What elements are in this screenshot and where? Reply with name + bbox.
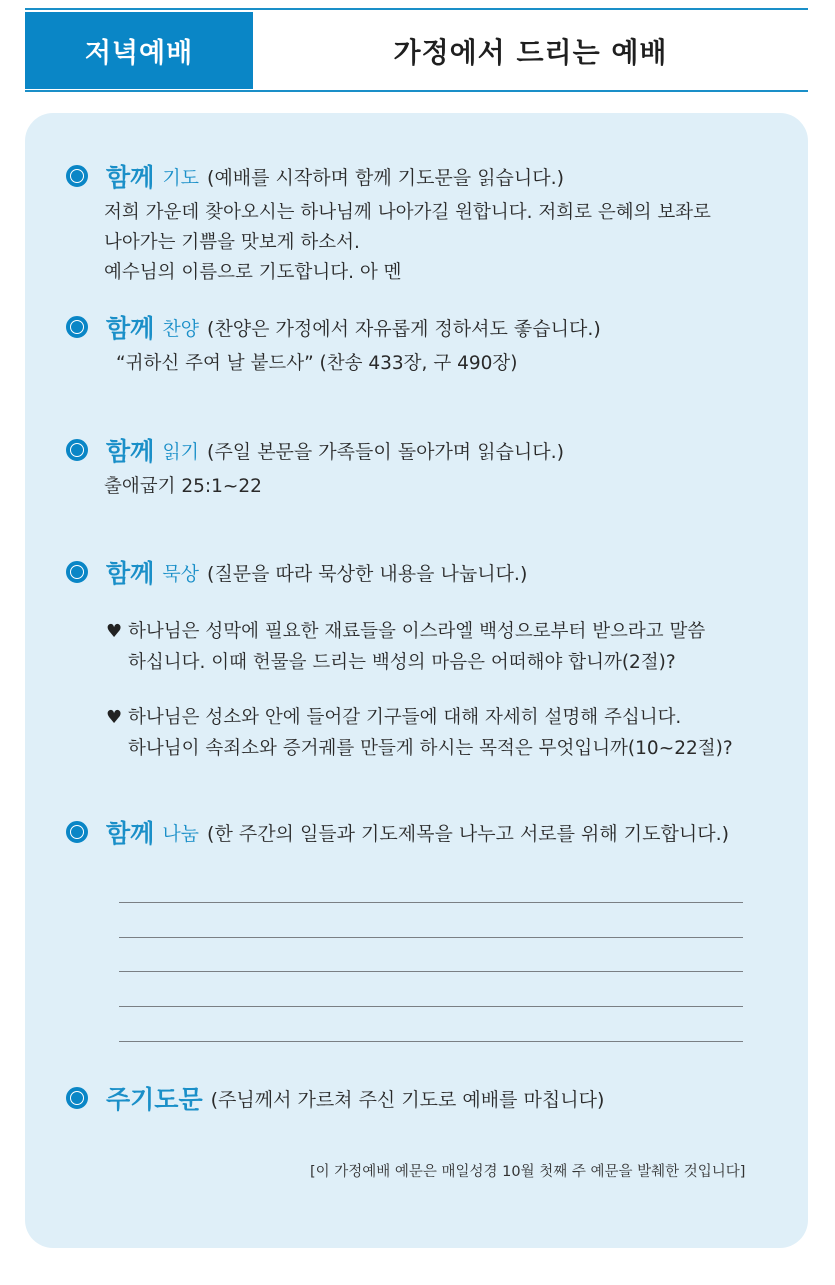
section-reading-heading <box>66 432 564 468</box>
heading-desc: (주일 본문을 가족들이 돌아가며 읽습니다.) <box>207 440 565 463</box>
prayer-line: 저희 가운데 찾아오시는 하나님께 나아가길 원합니다. 저희로 은혜의 보좌로 <box>104 202 711 223</box>
section-praise <box>66 309 601 379</box>
meditation-question <box>106 616 796 678</box>
target-bullet-icon <box>66 821 88 843</box>
writing-line[interactable] <box>119 1041 743 1042</box>
heart-icon: ♥ <box>106 621 123 642</box>
target-bullet-icon <box>66 561 88 583</box>
section-meditation-heading <box>66 554 527 590</box>
writing-line[interactable] <box>119 971 743 972</box>
target-bullet-icon <box>66 439 88 461</box>
heading-sub: 읽기 <box>162 440 200 463</box>
heading-main: 주기도문 <box>106 1085 203 1114</box>
heading-desc: (주님께서 가르쳐 주신 기도로 예배를 마칩니다) <box>210 1088 605 1111</box>
heading-desc: (찬양은 가정에서 자유롭게 정하셔도 좋습니다.) <box>207 317 601 340</box>
target-bullet-icon <box>66 316 88 338</box>
section-lords-prayer <box>66 1080 604 1116</box>
target-bullet-icon <box>66 1087 88 1109</box>
section-prayer-heading <box>66 158 711 194</box>
heading-main: 함께 <box>106 559 155 588</box>
section-lords-prayer-heading <box>66 1080 604 1116</box>
header-tab <box>25 12 253 89</box>
section-prayer <box>66 158 711 288</box>
heart-icon: ♥ <box>106 707 123 728</box>
header-tab-label: 저녁예배 <box>84 38 194 69</box>
page-title <box>253 12 808 89</box>
page-title-text: 가정에서 드리는 예배 <box>393 35 668 69</box>
writing-line[interactable] <box>119 937 743 938</box>
heading-desc: (한 주간의 일들과 기도제목을 나누고 서로를 위해 기도합니다.) <box>207 822 730 845</box>
heading-desc: (질문을 따라 묵상한 내용을 나눕니다.) <box>207 562 528 585</box>
question-line: 하나님은 성막에 필요한 재료들을 이스라엘 백성으로부터 받으라고 말씀 <box>128 621 706 642</box>
prayer-line: 나아가는 기쁨을 맛보게 하소서. <box>104 232 360 253</box>
heading-desc: (예배를 시작하며 함께 기도문을 읽습니다.) <box>207 166 565 189</box>
heading-sub: 나눔 <box>162 822 200 845</box>
heading-sub: 기도 <box>162 166 200 189</box>
header-bottom-rule <box>25 90 808 92</box>
section-sharing-heading <box>66 814 729 850</box>
heading-main: 함께 <box>106 437 155 466</box>
heading-sub: 찬양 <box>162 317 200 340</box>
question-line: 하나님이 속죄소와 증거궤를 만들게 하시는 목적은 무엇입니까(10~22절)? <box>128 738 733 759</box>
writing-line[interactable] <box>119 902 743 903</box>
heading-main: 함께 <box>106 163 155 192</box>
writing-line[interactable] <box>119 1006 743 1007</box>
praise-hymn: “귀하신 주여 날 붙드사” (찬송 433장, 구 490장) <box>116 353 518 374</box>
question-line: 하십니다. 이때 헌물을 드리는 백성의 마음은 어떠해야 합니까(2절)? <box>128 652 676 673</box>
prayer-text <box>104 198 711 288</box>
heading-main: 함께 <box>106 314 155 343</box>
section-praise-heading <box>66 309 601 345</box>
meditation-question <box>106 702 796 764</box>
heading-main: 함께 <box>106 819 155 848</box>
header-top-rule <box>25 8 808 10</box>
reading-passage: 출애굽기 25:1~22 <box>104 476 262 497</box>
source-note: [이 가정예배 예문은 매일성경 10월 첫째 주 예문을 발췌한 것입니다] <box>310 1164 746 1180</box>
section-meditation <box>66 554 527 590</box>
heading-sub: 묵상 <box>162 562 200 585</box>
section-sharing <box>66 814 729 850</box>
target-bullet-icon <box>66 165 88 187</box>
prayer-line: 예수님의 이름으로 기도합니다. 아 멘 <box>104 262 402 283</box>
section-reading <box>66 432 564 502</box>
question-line: 하나님은 성소와 안에 들어갈 기구들에 대해 자세히 설명해 주십니다. <box>128 707 682 728</box>
